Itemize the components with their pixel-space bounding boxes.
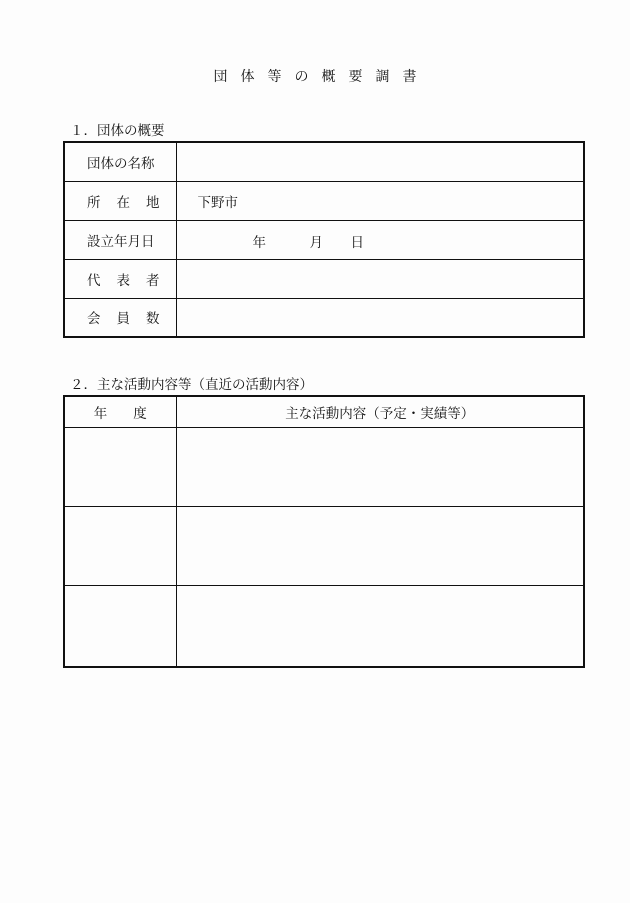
member-count-field[interactable] <box>176 298 584 337</box>
table-row <box>64 220 584 259</box>
activity-content-cell[interactable] <box>176 428 584 507</box>
representative-label: 代表者 <box>64 259 176 298</box>
org-name-label: 団体の名称 <box>64 142 176 181</box>
table-row <box>64 428 584 507</box>
address-field[interactable]: 下野市 <box>176 181 584 220</box>
organization-overview-table <box>63 141 585 338</box>
section-1-heading: １．団体の概要 <box>70 123 165 139</box>
address-label: 所在地 <box>64 181 176 220</box>
activity-year-cell[interactable] <box>64 507 176 586</box>
established-date-field[interactable] <box>176 220 584 259</box>
date-units <box>198 231 584 249</box>
activity-column-header: 主な活動内容（予定・実績等） <box>176 396 584 428</box>
activity-content-cell[interactable] <box>176 507 584 586</box>
activity-content-cell[interactable] <box>176 586 584 668</box>
activity-year-cell[interactable] <box>64 586 176 668</box>
org-name-field[interactable] <box>176 142 584 181</box>
month-unit: 月 <box>309 234 323 251</box>
activity-table <box>63 395 585 668</box>
table-row <box>64 181 584 220</box>
table-row <box>64 142 584 181</box>
table-row <box>64 298 584 337</box>
section-2-heading: ２．主な活動内容等（直近の活動内容） <box>70 377 313 393</box>
table-row <box>64 259 584 298</box>
table-header-row <box>64 396 584 428</box>
day-unit: 日 <box>350 234 364 251</box>
member-count-label: 会員数 <box>64 298 176 337</box>
year-column-header: 年度 <box>64 396 176 428</box>
year-unit: 年 <box>252 234 266 251</box>
activity-year-cell[interactable] <box>64 428 176 507</box>
document-title: 団体等の概要調書 <box>213 69 430 85</box>
table-row <box>64 507 584 586</box>
representative-field[interactable] <box>176 259 584 298</box>
table-row <box>64 586 584 668</box>
established-date-label: 設立年月日 <box>64 220 176 259</box>
